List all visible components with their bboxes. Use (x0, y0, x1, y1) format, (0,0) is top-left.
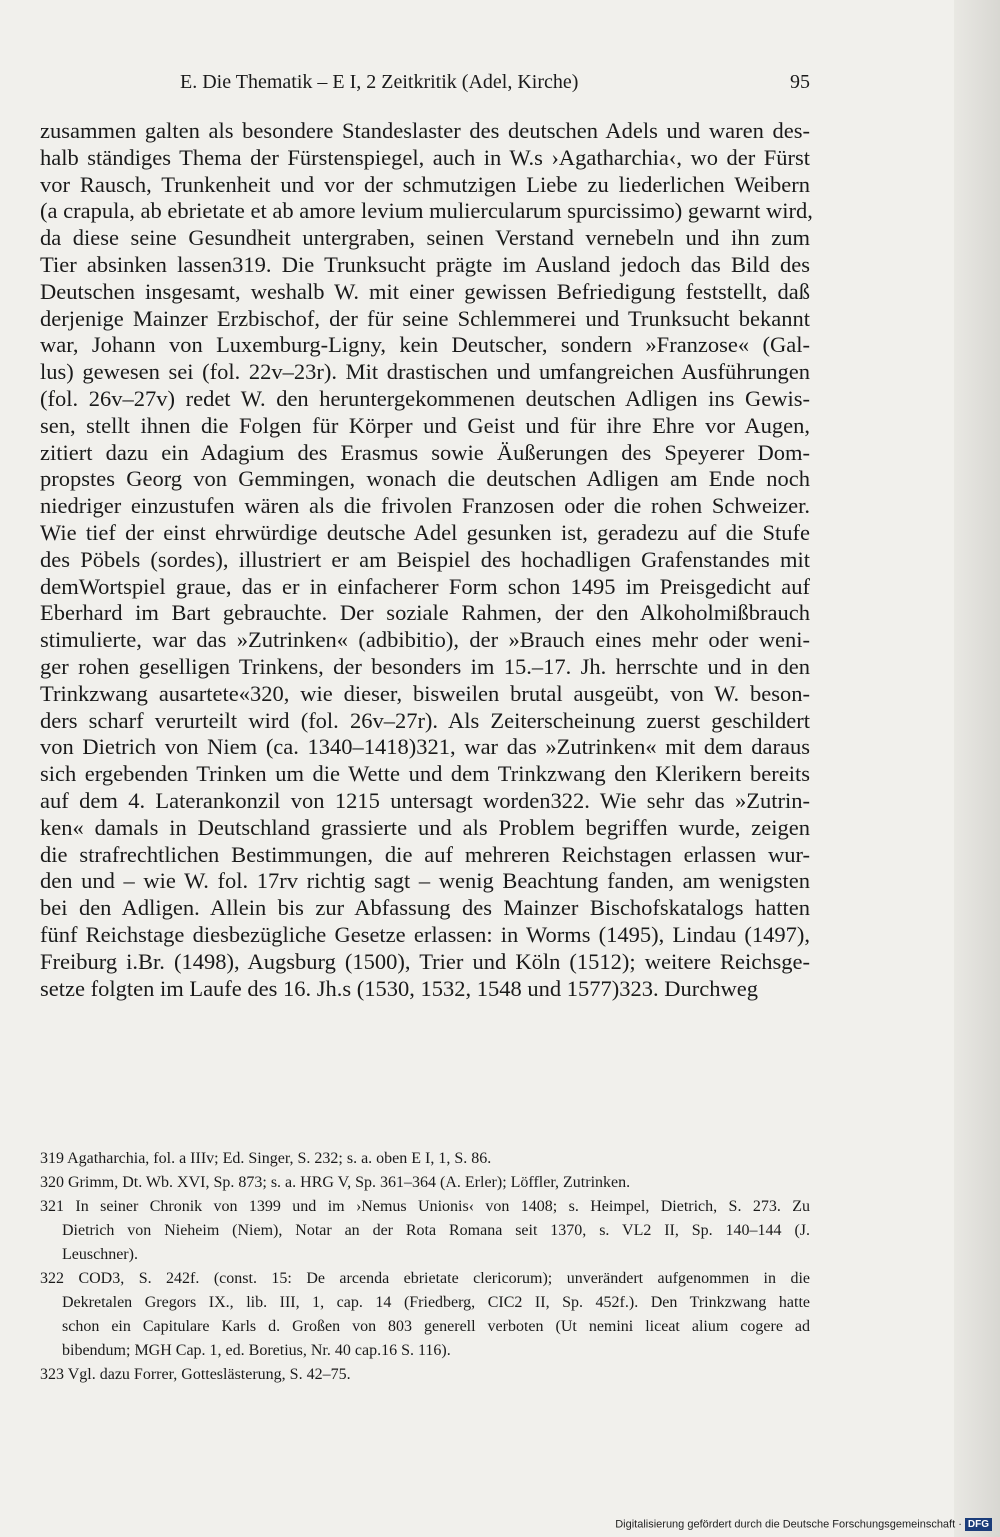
text-line: den und – wie W. fol. 17rv richtig sagt – wenig Beachtung fanden, am wenigsten (40, 868, 810, 894)
footnote-322-cont: bibendum; MGH Cap. 1, ed. Boretius, Nr. 40 cap.16 S. 116). (62, 1342, 451, 1359)
text-line: des Pöbels (sordes), illustriert er am Beispiel des hochadligen Grafenstandes mit (40, 546, 810, 572)
footnote-321-cont: Dietrich von Nieheim (Niem), Notar an der Rota Romana seit 1370, s. VL2 II, Sp. 140–144 (J. (62, 1222, 810, 1239)
footnote-322: 322 COD3, S. 242f. (const. 15: De arcenda ebrietate clericorum); unverändert aufgenommen in die (40, 1270, 810, 1287)
text-line: lus) gewesen sei (fol. 22v–23r). Mit drastischen und umfangreichen Ausführungen (40, 359, 810, 385)
dfg-logo: DFG (965, 1518, 992, 1531)
text-line: stimulierte, war das »Zutrinken« (adbibitio), der »Brauch eines mehr oder weni- (40, 627, 810, 653)
page-edge (954, 0, 1000, 1537)
credit-text: Digitalisierung gefördert durch die Deutsche Forschungsgemeinschaft · (615, 1518, 962, 1531)
text-line: bei den Adligen. Allein bis zur Abfassung des Mainzer Bischofskatalogs hatten (40, 895, 810, 921)
text-line: niedriger einzustufen wären als die frivolen Franzosen oder die rohen Schweizer. (40, 493, 810, 519)
text-line: (a crapula, ab ebrietate et ab amore levium muliercularum spurcissimo) gewarnt wird, (40, 198, 813, 224)
text-line: die strafrechtlichen Bestimmungen, die auf mehreren Reichstagen erlassen wur- (40, 841, 810, 867)
text-line: Deutschen insgesamt, weshalb W. mit einer gewissen Befriedigung feststellt, daß (40, 278, 810, 304)
text-line: propstes Georg von Gemmingen, wonach die deutschen Adligen am Ende noch (40, 466, 810, 492)
text-line: Wie tief der einst ehrwürdige deutsche Adel gesunken ist, geradezu auf die Stufe (40, 519, 810, 545)
text-line: Freiburg i.Br. (1498), Augsburg (1500), Trier und Köln (1512); weitere Reichsge- (40, 948, 810, 974)
text-line: vor Rausch, Trunkenheit und vor der schmutzigen Liebe zu liederlichen Weibern (40, 171, 810, 197)
text-line: sen, stellt ihnen die Folgen für Körper und Geist und für ihre Ehre vor Augen, (40, 412, 810, 438)
footnote-321-cont: Leuschner). (62, 1246, 138, 1263)
footnote-319: 319 Agatharchia, fol. a IIIv; Ed. Singer, S. 232; s. a. oben E I, 1, S. 86. (40, 1150, 492, 1167)
footnote-321: 321 In seiner Chronik von 1399 und im ›Nemus Unionis‹ von 1408; s. Heimpel, Dietrich, S. 273. Zu (40, 1198, 810, 1215)
text-line: ken« damals in Deutschland grassierte und als Problem begriffen wurde, zeigen (40, 814, 810, 840)
text-line: zitiert dazu ein Adagium des Erasmus sowie Äußerungen des Speyerer Dom- (40, 439, 810, 465)
footnote-320: 320 Grimm, Dt. Wb. XVI, Sp. 873; s. a. HRG V, Sp. 361–364 (A. Erler); Löffler, Zutrinken. (40, 1174, 631, 1191)
digitization-credit (615, 1518, 992, 1531)
text-line: demWortspiel graue, das er in einfacherer Form schon 1495 im Preisgedicht auf (40, 573, 810, 599)
text-line: zusammen galten als besondere Standeslaster des deutschen Adels und waren des- (40, 118, 810, 143)
footnote-322-cont: Dekretalen Gregors IX., lib. III, 1, cap. 14 (Friedberg, CIC2 II, Sp. 452f.). Den Trinkzwang hatte (62, 1294, 810, 1311)
text-line: setze folgten im Laufe des 16. Jh.s (1530, 1532, 1548 und 1577)323. Durchweg (40, 975, 758, 1001)
footnotes (40, 1147, 810, 1387)
text-line: Tier absinken lassen319. Die Trunksucht prägte im Ausland jedoch das Bild des (40, 251, 810, 277)
text-line: halb ständiges Thema der Fürstenspiegel, auch in W.s ›Agatharchia‹, wo der Fürst (40, 144, 810, 170)
text-line: ger rohen geselligen Trinkens, der besonders im 15.–17. Jh. herrschte und in den (40, 653, 810, 679)
footnote-323: 323 Vgl. dazu Forrer, Gotteslästerung, S. 42–75. (40, 1366, 351, 1383)
text-line: Trinkzwang ausartete«320, wie dieser, bisweilen brutal ausgeübt, von W. beson- (40, 680, 810, 706)
main-text (40, 118, 813, 1002)
text-line: von Dietrich von Niem (ca. 1340–1418)321, war das »Zutrinken« mit dem daraus (40, 734, 810, 760)
running-title: E. Die Thematik – E I, 2 Zeitkritik (Adel, Kirche) (180, 71, 579, 93)
text-line: auf dem 4. Laterankonzil von 1215 untersagt worden322. Wie sehr das »Zutrin- (40, 787, 810, 813)
text-line: sich ergebenden Trinken um die Wette und dem Trinkzwang den Klerikern bereits (40, 761, 810, 787)
text-line: (fol. 26v–27v) redet W. den heruntergekommenen deutschen Adligen ins Gewis- (40, 385, 810, 411)
text-line: derjenige Mainzer Erzbischof, der für seine Schlemmerei und Trunksucht bekannt (40, 305, 810, 331)
text-line: Eberhard im Bart gebrauchte. Der soziale Rahmen, der den Alkoholmißbrauch (40, 600, 810, 626)
page-number: 95 (790, 71, 810, 93)
text-line: war, Johann von Luxemburg-Ligny, kein Deutscher, sondern »Franzose« (Gal- (40, 332, 810, 358)
footnote-322-cont: schon ein Capitulare Karls d. Großen von 803 generell verboten (Ut nemini liceat alium cogere ad (62, 1318, 810, 1335)
text-line: fünf Reichstage diesbezügliche Gesetze erlassen: in Worms (1495), Lindau (1497), (40, 921, 810, 947)
text-line: da diese seine Gesundheit untergraben, seinen Verstand vernebeln und ihn zum (40, 225, 810, 251)
text-line: ders scharf verurteilt wird (fol. 26v–27r). Als Zeiterscheinung zuerst geschildert (40, 707, 810, 733)
